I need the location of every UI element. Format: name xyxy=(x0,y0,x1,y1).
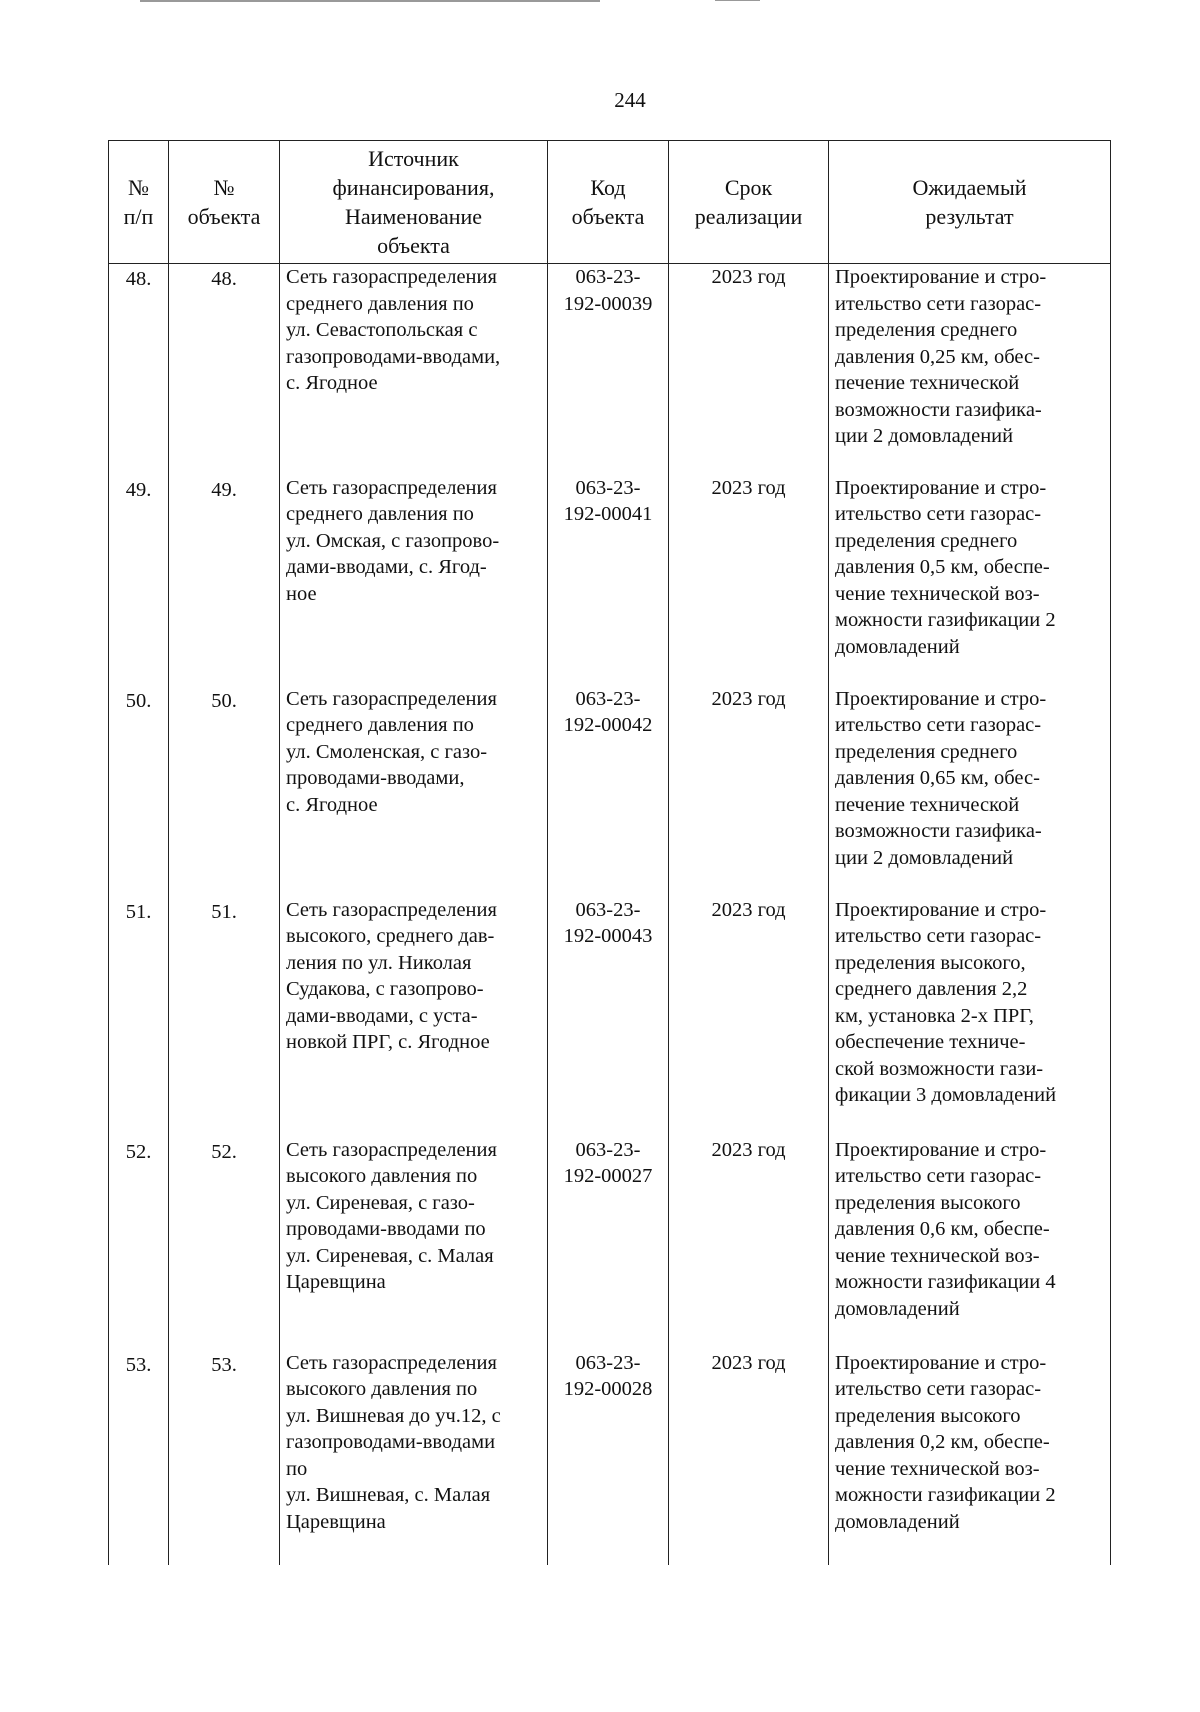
cell-term: 2023 год xyxy=(669,1137,829,1350)
cell-object-number: 51. xyxy=(169,897,280,1137)
table-row xyxy=(109,1350,1111,1565)
cell-row-number: 51. xyxy=(109,897,169,1137)
scan-edge-line xyxy=(715,0,760,1)
scan-edge-line xyxy=(140,0,600,2)
table-row xyxy=(109,897,1111,1137)
cell-term: 2023 год xyxy=(669,475,829,686)
cell-object-name: Сеть газораспределения высокого давления по ул. Сиреневая, с газо- проводами-вводами по ул. Сиреневая, с. Малая Царевщина xyxy=(280,1137,548,1350)
cell-object-number: 53. xyxy=(169,1350,280,1565)
header-object-number: № объекта xyxy=(169,141,280,264)
cell-object-name: Сеть газораспределения среднего давления по ул. Смоленская, с газо- проводами-вводами, с. Ягодное xyxy=(280,686,548,897)
cell-object-name: Сеть газораспределения высокого, среднего дав- ления по ул. Николая Судакова, с газопрово- дами-вводами, с уста- новкой ПРГ, с. Ягодное xyxy=(280,897,548,1137)
cell-term: 2023 год xyxy=(669,1350,829,1565)
cell-object-code: 063-23- 192-00042 xyxy=(548,686,669,897)
cell-object-code: 063-23- 192-00043 xyxy=(548,897,669,1137)
cell-object-name: Сеть газораспределения высокого давления по ул. Вишневая до уч.12, с газопроводами-вводами по ул. Вишневая, с. Малая Царевщина xyxy=(280,1350,548,1565)
cell-expected-result: Проектирование и стро- ительство сети газорас- пределения среднего давления 0,5 км, обеспе- чение технической воз- можности газификации 2 домовладений xyxy=(829,475,1111,686)
cell-row-number: 50. xyxy=(109,686,169,897)
cell-object-name: Сеть газораспределения среднего давления по ул. Севастопольская с газопроводами-вводами, с. Ягодное xyxy=(280,264,548,475)
cell-expected-result: Проектирование и стро- ительство сети газорас- пределения высокого давления 0,6 км, обеспе- чение технической воз- можности газификации 4 домовладений xyxy=(829,1137,1111,1350)
header-expected-result: Ожидаемый результат xyxy=(829,141,1111,264)
cell-expected-result: Проектирование и стро- ительство сети газорас- пределения среднего давления 0,65 км, обес- печение технической возможности газифика- ции 2 домовладений xyxy=(829,686,1111,897)
cell-row-number: 52. xyxy=(109,1137,169,1350)
page-number: 244 xyxy=(614,88,646,112)
cell-term: 2023 год xyxy=(669,264,829,475)
cell-object-number: 48. xyxy=(169,264,280,475)
cell-object-code: 063-23- 192-00039 xyxy=(548,264,669,475)
table-row xyxy=(109,264,1111,475)
table-header-row xyxy=(109,141,1111,264)
cell-object-number: 49. xyxy=(169,475,280,686)
cell-object-number: 52. xyxy=(169,1137,280,1350)
cell-object-name: Сеть газораспределения среднего давления по ул. Омская, с газопрово- дами-вводами, с. Ягод- ное xyxy=(280,475,548,686)
cell-expected-result: Проектирование и стро- ительство сети газорас- пределения высокого, среднего давления 2,2 км, установка 2-х ПРГ, обеспечение техниче- ской возможности гази- фикации 3 домовладений xyxy=(829,897,1111,1137)
header-term: Срок реализации xyxy=(669,141,829,264)
header-object-code: Код объекта xyxy=(548,141,669,264)
table-row xyxy=(109,686,1111,897)
cell-object-code: 063-23- 192-00027 xyxy=(548,1137,669,1350)
cell-row-number: 49. xyxy=(109,475,169,686)
cell-term: 2023 год xyxy=(669,686,829,897)
header-source-name: Источник финансирования, Наименование объекта xyxy=(280,141,548,264)
cell-expected-result: Проектирование и стро- ительство сети газорас- пределения высокого давления 0,2 км, обеспе- чение технической воз- можности газификации 2 домовладений xyxy=(829,1350,1111,1565)
projects-table xyxy=(108,140,1111,1565)
cell-row-number: 48. xyxy=(109,264,169,475)
cell-row-number: 53. xyxy=(109,1350,169,1565)
cell-object-number: 50. xyxy=(169,686,280,897)
cell-term: 2023 год xyxy=(669,897,829,1137)
cell-expected-result: Проектирование и стро- ительство сети газорас- пределения среднего давления 0,25 км, обес- печение технической возможности газифика- ции 2 домовладений xyxy=(829,264,1111,475)
table-row xyxy=(109,475,1111,686)
header-row-number: № п/п xyxy=(109,141,169,264)
cell-object-code: 063-23- 192-00028 xyxy=(548,1350,669,1565)
cell-object-code: 063-23- 192-00041 xyxy=(548,475,669,686)
table-row xyxy=(109,1137,1111,1350)
